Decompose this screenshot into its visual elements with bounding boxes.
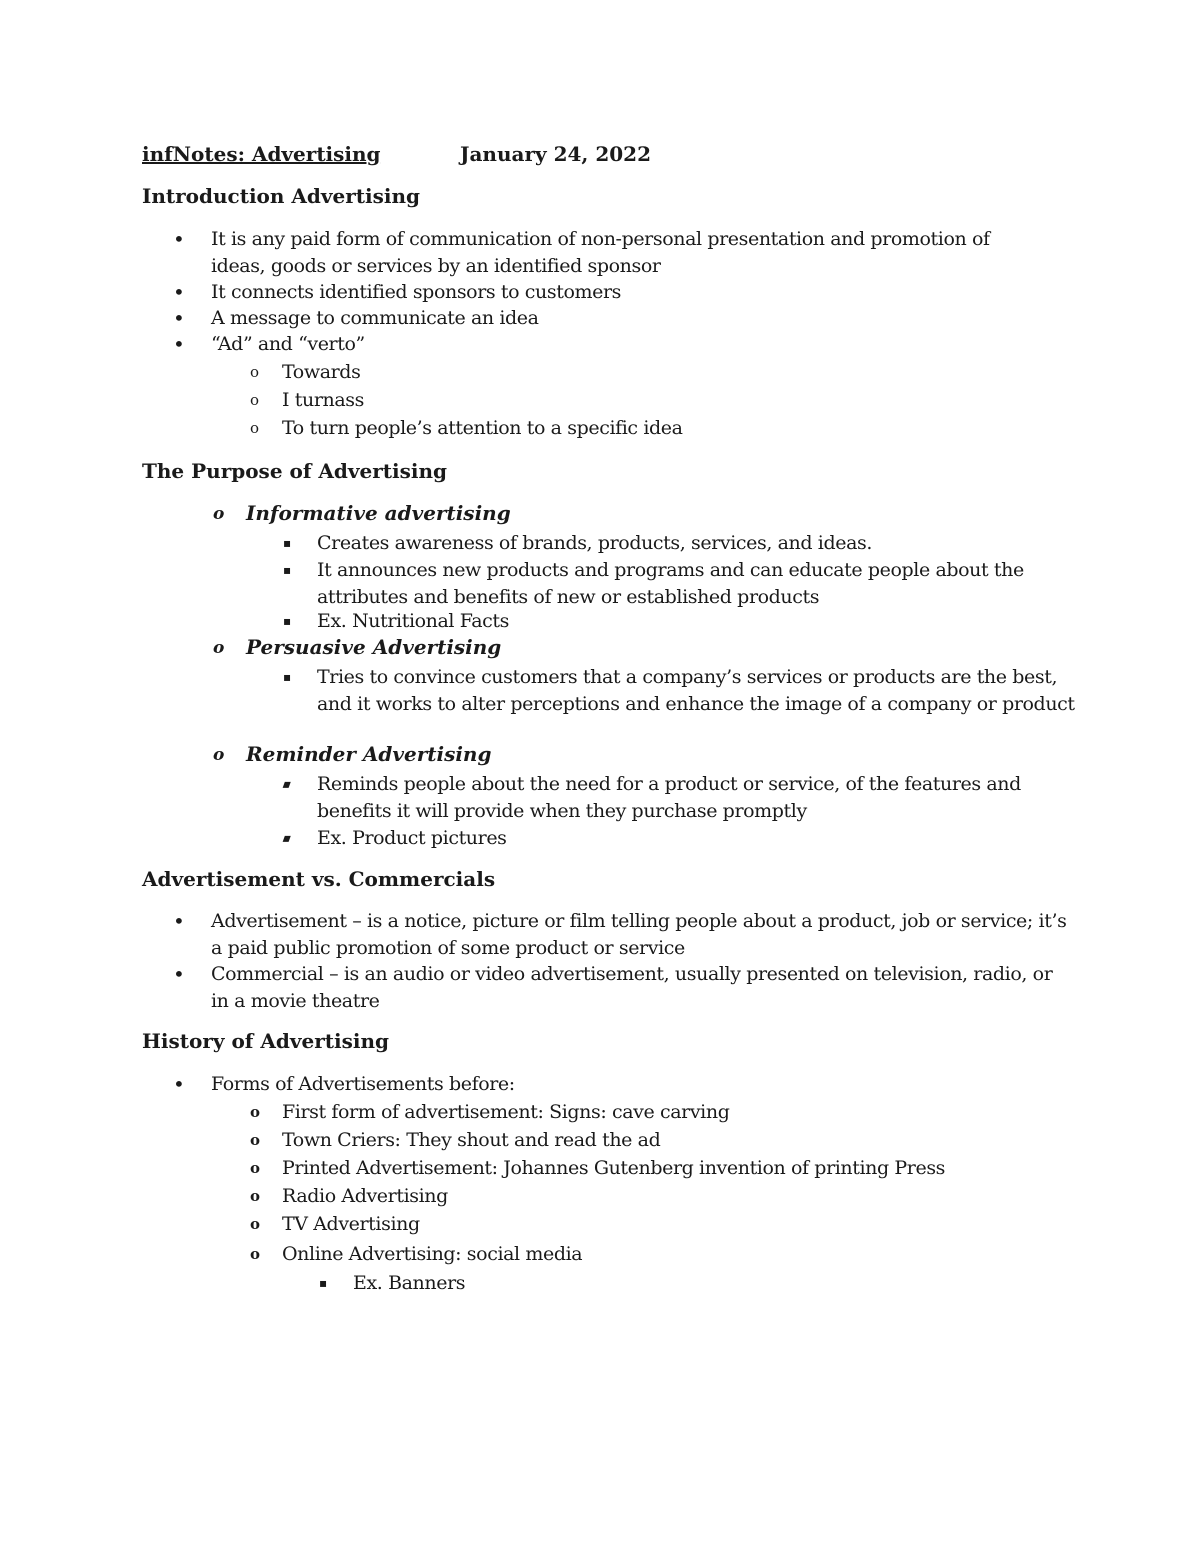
heading-introduction: Introduction Advertising: [142, 184, 420, 208]
intro-bullet-2: It connects identified sponsors to customers: [211, 281, 621, 303]
document-date: January 24, 2022: [460, 142, 652, 166]
intro-bullet-4: “Ad” and “verto”: [211, 333, 365, 355]
square-marker: ▪: [283, 670, 292, 684]
informative-point-3: Ex. Nutritional Facts: [317, 610, 510, 632]
circle-marker: o: [250, 1215, 261, 1233]
circle-marker: o: [250, 1159, 261, 1177]
circle-marker: o: [213, 745, 225, 765]
circle-marker: o: [250, 1131, 261, 1149]
history-sub-bullet-6: Online Advertising: social media: [282, 1243, 583, 1265]
reminder-label: Reminder Advertising: [246, 742, 492, 766]
square-marker: ▪: [280, 777, 294, 791]
heading-versus: Advertisement vs. Commercials: [142, 867, 496, 891]
circle-marker: o: [250, 363, 260, 381]
persuasive-label: Persuasive Advertising: [246, 635, 502, 659]
document-header: [142, 142, 652, 166]
square-marker: ▪: [283, 563, 292, 577]
circle-marker: o: [213, 504, 225, 524]
circle-marker: o: [250, 391, 260, 409]
circle-marker: o: [250, 1187, 261, 1205]
reminder-point-2: Ex. Product pictures: [317, 827, 507, 849]
bullet-marker: •: [173, 332, 185, 356]
intro-bullet-3: A message to communicate an idea: [211, 307, 539, 329]
document-title: infNotes: Advertising: [142, 142, 381, 166]
history-sub-bullet-5: TV Advertising: [282, 1213, 420, 1235]
bullet-marker: •: [173, 227, 185, 251]
square-marker: ▪: [283, 614, 292, 628]
circle-marker: o: [250, 1245, 261, 1263]
heading-history: History of Advertising: [142, 1029, 389, 1053]
circle-marker: o: [250, 419, 260, 437]
versus-bullet-1: Advertisement – is a notice, picture or film telling people about a product, job or service; it’s a paid public promotion of some product or service: [211, 910, 1067, 959]
bullet-marker: •: [173, 280, 185, 304]
bullet-marker: •: [173, 306, 185, 330]
circle-marker: o: [250, 1103, 261, 1121]
informative-point-2: It announces new products and programs and can educate people about the attributes and benefits of new or established products: [317, 559, 1024, 608]
persuasive-point-1: Tries to convince customers that a company’s services or products are the best, and it works to alter perceptions and enhance the image of a company or product: [317, 666, 1075, 715]
history-sub-bullet-4: Radio Advertising: [282, 1185, 448, 1207]
bullet-marker: •: [173, 909, 185, 933]
square-marker: ▪: [319, 1276, 328, 1290]
circle-marker: o: [213, 638, 225, 658]
intro-sub-bullet-2: I turnass: [282, 389, 364, 411]
bullet-marker: •: [173, 962, 185, 986]
informative-label: Informative advertising: [246, 501, 511, 525]
square-marker: ▪: [283, 536, 292, 550]
square-marker: ▪: [280, 831, 294, 845]
informative-point-1: Creates awareness of brands, products, services, and ideas.: [317, 532, 873, 554]
history-bullet: Forms of Advertisements before:: [211, 1073, 515, 1095]
reminder-point-1: Reminds people about the need for a product or service, of the features and benefits it will provide when they purchase promptly: [317, 773, 1021, 822]
intro-sub-bullet-1: Towards: [282, 361, 361, 383]
history-sub-sub-bullet: Ex. Banners: [353, 1272, 466, 1294]
history-sub-bullet-1: First form of advertisement: Signs: cave carving: [282, 1101, 730, 1123]
history-sub-bullet-2: Town Criers: They shout and read the ad: [282, 1129, 661, 1151]
intro-sub-bullet-3: To turn people’s attention to a specific idea: [282, 417, 683, 439]
versus-bullet-2: Commercial – is an audio or video advertisement, usually presented on television, radio, or in a movie theatre: [211, 963, 1053, 1012]
intro-bullet-1: It is any paid form of communication of non-personal presentation and promotion of ideas, goods or services by an identified sponsor: [211, 228, 990, 277]
heading-purpose: The Purpose of Advertising: [142, 459, 448, 483]
bullet-marker: •: [173, 1072, 185, 1096]
history-sub-bullet-3: Printed Advertisement: Johannes Gutenberg invention of printing Press: [282, 1157, 946, 1179]
